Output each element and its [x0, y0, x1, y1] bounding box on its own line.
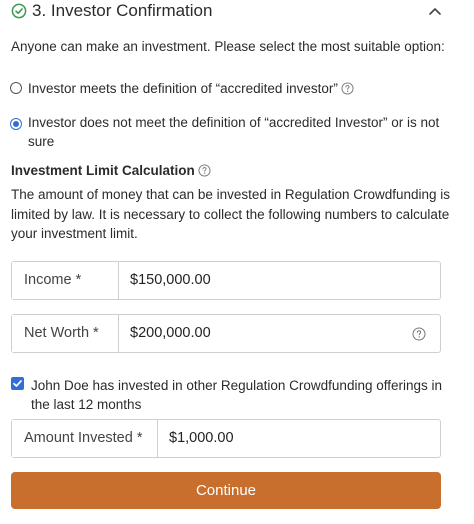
other-offerings-label: John Doe has invested in other Regulation Crowdfunding offerings in the last 12 months — [31, 378, 443, 412]
investment-limit-heading — [11, 162, 211, 180]
net-worth-input[interactable]: $200,000.00 — [130, 325, 211, 341]
question-circle-icon[interactable] — [341, 82, 354, 95]
checkmark-icon — [12, 378, 23, 389]
net-worth-label: Net Worth * — [12, 315, 119, 352]
continue-button[interactable]: Continue — [11, 472, 441, 509]
income-input[interactable]: $150,000.00 — [130, 272, 211, 288]
net-worth-field[interactable] — [11, 314, 441, 353]
amount-invested-input[interactable]: $1,000.00 — [169, 430, 234, 446]
income-label: Income * — [12, 262, 119, 299]
radio-not-accredited[interactable] — [10, 118, 22, 130]
step-title: 3. Investor Confirmation — [32, 1, 213, 20]
intro-text: Anyone can make an investment. Please select the most suitable option: — [11, 39, 445, 54]
radio-option-accredited[interactable] — [10, 79, 450, 98]
radio-label-not-accredited: Investor does not meet the definition of “accredited Investor” or is not sure — [28, 115, 440, 149]
check-circle-icon — [11, 3, 27, 19]
question-circle-icon[interactable] — [412, 327, 426, 341]
radio-option-not-accredited[interactable] — [10, 113, 450, 151]
amount-invested-label: Amount Invested * — [12, 420, 158, 457]
other-offerings-checkbox[interactable] — [11, 377, 24, 390]
radio-label-accredited — [28, 79, 446, 98]
amount-invested-field[interactable] — [11, 419, 441, 458]
income-field[interactable] — [11, 261, 441, 300]
chevron-up-icon[interactable] — [428, 6, 442, 16]
question-circle-icon[interactable] — [198, 164, 211, 177]
investment-limit-description: The amount of money that can be invested in Regulation Crowdfunding is limited by law. It is necessary to collect the following numbers to calculate your investment limit. — [11, 187, 451, 241]
radio-label-accredited-text: Investor meets the definition of “accredited investor” — [28, 81, 338, 96]
section-header[interactable] — [0, 0, 474, 24]
radio-accredited[interactable] — [10, 82, 22, 94]
investment-limit-heading-text: Investment Limit Calculation — [11, 163, 195, 178]
